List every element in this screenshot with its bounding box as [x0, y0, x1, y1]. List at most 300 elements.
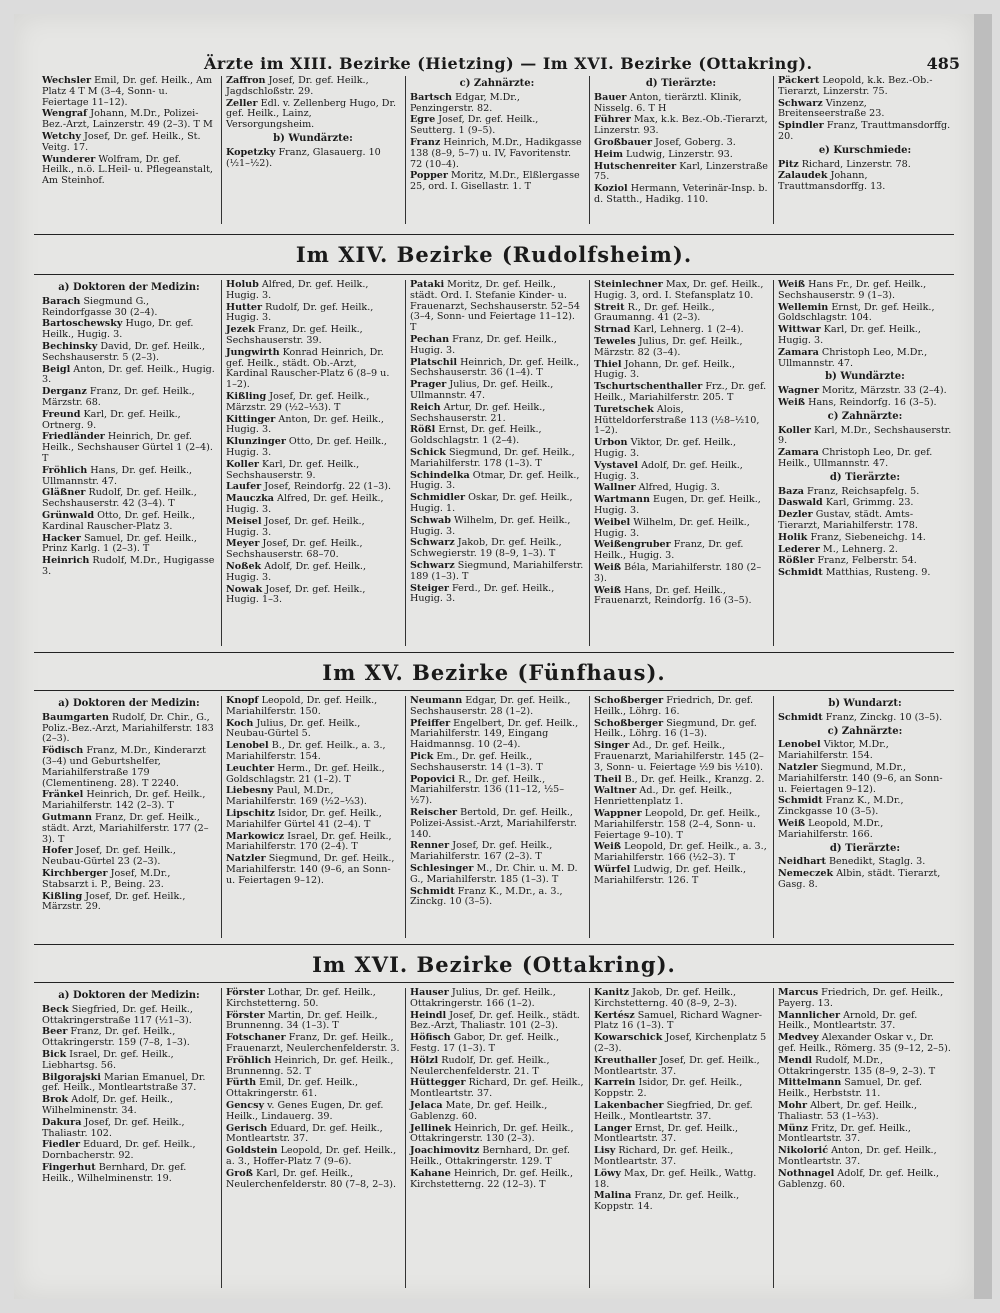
directory-entry [410, 1146, 584, 1168]
entry-details: Bertold, Dr. gef. Heilk., Polizei-Assist.-Arzt, Mariahilferstr. 140. [410, 806, 577, 840]
entry-surname: Singer [594, 740, 630, 752]
entry-surname: Förster [226, 1009, 265, 1021]
entry-surname: Mannlicher [778, 1009, 841, 1021]
entry-details: Anton, Dr. gef. Heilk., Montleartstr. 37. [778, 1145, 937, 1167]
listing-column [42, 988, 216, 1186]
entry-surname: Weiß [778, 279, 806, 290]
directory-entry [594, 1169, 768, 1191]
directory-entry [594, 809, 768, 841]
column-separator [405, 280, 406, 646]
entry-details: Benedikt, Staglg. 3. [825, 856, 926, 868]
entry-details: Samuel, Richard Wagner-Platz 16 (1–3). T [594, 1009, 763, 1032]
directory-entry [594, 162, 768, 184]
entry-surname: Schick [410, 446, 446, 458]
entry-surname: Reischer [410, 806, 458, 818]
entry-surname: Barach [42, 295, 81, 307]
directory-entry [594, 461, 768, 483]
directory-entry [594, 786, 768, 808]
entry-surname: Lakenbacher [594, 1099, 664, 1111]
entry-details: Anton, tierärztl. Klinik, Nisselg. 6. T H [594, 91, 742, 114]
entry-details: Leopold, M.Dr., Mariahilferstr. 166. [778, 817, 884, 840]
entry-surname: Daswald [778, 497, 823, 509]
entry-surname: Egre [410, 114, 436, 126]
entry-details: Siegfried, Dr. gef. Heilk., Ottakringerstraße 117 (½1–3). [42, 1003, 193, 1026]
listing-column [226, 988, 400, 1191]
entry-details: Leopold, Dr. gef. Heilk., Mariahilferstr. 158 (2–4, Sonn- u. Feiertage 9–10). T [594, 807, 761, 841]
directory-entry [226, 494, 400, 516]
entry-surname: Kreuthaller [594, 1054, 657, 1066]
entry-details: Ludwig, Dr. gef. Heilk., Mariahilferstr. 126. T [594, 863, 747, 886]
directory-entry [226, 482, 400, 493]
entry-details: Franz, Dr. gef. Heilk., Frauenarzt, Neulerchenfelderstr. 3. [226, 1032, 400, 1054]
entry-details: Franz K., M.Dr., Zinckgasse 10 (3–5). [778, 795, 904, 818]
entry-details: Rudolf, Dr. Chir., G., Poliz.-Bez.-Arzt, Mariahilferstr. 183 (2–3). [42, 711, 214, 745]
entry-surname: Vystavel [594, 459, 639, 471]
entry-surname: Koller [226, 458, 259, 470]
entry-surname: Lenobel [226, 740, 269, 752]
directory-entry [778, 280, 952, 302]
directory-entry [226, 719, 400, 741]
entry-details: Jakob, Dr. gef. Heilk., Kirchstetterng. 40 (8–9, 2–3). [594, 987, 738, 1009]
entry-surname: Heinrich [42, 555, 90, 567]
entry-details: Franz, Glasauerg. 10 (½1–½2). [226, 146, 381, 169]
directory-entry [778, 1056, 952, 1078]
directory-entry [778, 1101, 952, 1123]
directory-entry [410, 138, 584, 170]
directory-entry [594, 719, 768, 741]
directory-entry [410, 380, 584, 402]
entry-surname: Schmidt [778, 711, 823, 723]
entry-details: Franz, Trauttmansdorffg. 20. [778, 120, 951, 142]
entry-details: v. Genes Eugen, Dr. gef. Heilk., Lindauerg. 39. [226, 1099, 384, 1122]
entry-surname: Weiß [778, 396, 806, 408]
entry-details: Josef, Dr. gef. Heilk., Seutterg. 1 (9–5). [410, 114, 539, 137]
directory-entry [594, 325, 768, 336]
entry-details: Wolfram, Dr. gef. Heilk., n.ö. L.Heil- u. Pflegeanstalt, Am Steinhof. [42, 153, 213, 187]
entry-details: Rudolf, M.Dr., Hugigasse 3. [42, 555, 215, 577]
directory-entry [226, 764, 400, 786]
entry-details: Karl, Grimmg. 23. [822, 497, 914, 509]
directory-entry [594, 842, 768, 864]
entry-surname: Malina [594, 1190, 632, 1202]
directory-entry [410, 808, 584, 840]
directory-entry [42, 846, 216, 868]
entry-surname: Wartmann [594, 494, 650, 506]
entry-surname: Knopf [226, 695, 259, 706]
entry-details: Josef, Dr. gef. Heilk., Thaliastr. 102. [42, 1116, 185, 1139]
entry-surname: Holub [226, 279, 259, 290]
directory-entry [594, 518, 768, 540]
entry-details: Ad., Dr. gef. Heilk., Frauenarzt, Mariahilferstr. 145 (2–3, Sonn- u. Feiertage ½9 bis ½10). [594, 740, 764, 773]
entry-surname: Münz [778, 1122, 809, 1134]
entry-surname: Nikolorić [778, 1145, 829, 1157]
directory-entry [778, 160, 952, 171]
entry-details: Christoph Leo, M.Dr., Ullmannstr. 47. [778, 346, 928, 369]
entry-surname: Großbauer [594, 136, 652, 148]
directory-entry [594, 438, 768, 460]
entry-details: Vinzenz, Breitenseerstraße 23. [778, 97, 885, 120]
entry-surname: Klunzinger [226, 436, 286, 448]
entry-details: Hans, Reindorfg. 16 (3–5). [805, 396, 937, 408]
entry-details: Heinrich, Dr. gef. Heilk., Mariahilferstr. 142 (2–3). T [42, 789, 206, 812]
directory-entry [410, 719, 584, 751]
listing-column [594, 696, 768, 888]
directory-entry [594, 1078, 768, 1100]
directory-entry [778, 171, 952, 193]
directory-entry [42, 297, 216, 319]
entry-details: Josef, Dr. gef. Heilk., Jagdschloßstr. 29. [226, 75, 369, 97]
directory-entry [226, 517, 400, 539]
entry-details: Wilhelm, Dr. gef. Heilk., Hugig. 3. [410, 514, 571, 537]
entry-details: Emil, Dr. gef. Heilk., Ottakringerstr. 61. [226, 1077, 359, 1100]
directory-entry [410, 403, 584, 425]
entry-surname: Hüttegger [410, 1077, 466, 1089]
entry-surname: Lederer [778, 543, 820, 555]
entry-surname: Kowarschick [594, 1032, 663, 1044]
entry-details: M., Dr. Chir. u. M. D. G., Mariahilferstr. 185 (1–3). T [410, 862, 578, 885]
entry-details: Heinrich, Dr. gef. Heilk., Sechshauserstr. 36 (1–4). T [410, 356, 580, 379]
section-divider [34, 652, 954, 653]
entry-surname: Wechsler [42, 75, 92, 86]
entry-details: R., Dr. gef. Heilk., Mariahilferstr. 136 (11–12, ½5–½7). [410, 773, 565, 807]
directory-entry [778, 426, 952, 448]
entry-details: Ad., Dr. gef. Heilk., Henriettenplatz 1. [594, 785, 733, 808]
entry-surname: Zaffron [226, 75, 266, 86]
directory-entry [594, 1191, 768, 1213]
entry-surname: Schoßberger [594, 695, 664, 706]
directory-entry [42, 511, 216, 533]
entry-surname: Leuchter [226, 762, 275, 774]
entry-details: Franz, M.Dr., Kinderarzt (3–4) und Geburtshelfer, Mariahilferstraße 179 (Clementineng. 28). T 2240. [42, 745, 206, 789]
directory-entry [42, 76, 216, 108]
directory-entry [410, 493, 584, 515]
entry-details: Karl, Linzerstraße 75. [594, 160, 768, 183]
entry-details: Eduard, Dr. gef. Heilk., Dornbacherstr. 92. [42, 1139, 196, 1162]
entry-details: Otmar, Dr. gef. Heilk., Hugig. 3. [410, 469, 580, 492]
entry-details: Julius, Dr. gef. Heilk., Neubau-Gürtel 5. [226, 717, 361, 740]
entry-surname: Fröhlich [226, 1054, 272, 1066]
listing-column [226, 76, 400, 170]
entry-details: Bernhard, Dr. gef. Heilk., Ottakringerstr. 129. T [410, 1145, 570, 1167]
entry-details: Franz K., M.Dr., a. 3., Zinckg. 10 (3–5). [410, 885, 563, 908]
entry-surname: Hutschenreiter [594, 160, 677, 172]
category-heading: c) Zahnärzte: [827, 725, 903, 737]
directory-entry [410, 280, 584, 334]
directory-entry [778, 545, 952, 556]
entry-details: Viktor, Dr. gef. Heilk., Hugig. 3. [594, 437, 737, 459]
listing-column [226, 696, 400, 888]
column-separator [773, 76, 774, 224]
entry-surname: Bauer [594, 91, 627, 103]
directory-entry [226, 1078, 400, 1100]
entry-details: Wilhelm, Dr. gef. Heilk., Hugig. 3. [594, 516, 750, 539]
directory-entry [594, 115, 768, 137]
entry-surname: Schwab [410, 514, 451, 526]
category-heading: c) Zahnärzte: [459, 78, 535, 89]
entry-details: Anton, Dr. gef. Heilk., Hugig. 3. [42, 363, 215, 386]
entry-surname: Päckert [778, 75, 820, 86]
entry-details: Adolf, Dr. gef. Heilk., Hugig. 3. [226, 560, 367, 583]
entry-details: B., Dr. gef. Heilk., a. 3., Mariahilferstr. 154. [226, 740, 386, 762]
entry-surname: Freund [42, 408, 81, 420]
directory-entry [42, 1050, 216, 1072]
entry-details: Karl, Lehnerg. 1 (2–4). [630, 324, 744, 336]
entry-details: Josef, Dr. gef. Heilk., städt. Bez.-Arzt, Thaliastr. 101 (2–3). [410, 1009, 580, 1032]
entry-surname: Platschil [410, 356, 458, 368]
entry-surname: Turetschek [594, 403, 654, 415]
entry-surname: Mauczka [226, 493, 274, 505]
directory-entry [778, 1011, 952, 1033]
directory-entry [778, 1169, 952, 1191]
directory-entry [226, 303, 400, 325]
directory-entry [226, 696, 400, 718]
entry-surname: Beigl [42, 363, 71, 375]
entry-details: Arnold, Dr. gef. Heilk., Montleartstr. 37. [778, 1009, 918, 1032]
entry-details: Albert, Dr. gef. Heilk., Thaliastr. 53 (1–⅓3). [778, 1099, 918, 1122]
directory-entry [410, 1011, 584, 1033]
district-16-listing [42, 988, 952, 1288]
entry-surname: Wetchy [42, 130, 81, 142]
directory-entry [410, 1056, 584, 1078]
directory-entry [778, 325, 952, 347]
directory-entry [594, 184, 768, 206]
entry-details: Heinrich, Dr. gef. Heilk., Brunnenng. 52. T [226, 1054, 394, 1077]
entry-surname: Joachimovitz [410, 1145, 480, 1157]
directory-entry [226, 539, 400, 561]
category-heading: d) Tierärzte: [645, 78, 717, 89]
entry-surname: Gencsy [226, 1099, 265, 1111]
directory-entry [42, 1118, 216, 1140]
directory-entry [594, 775, 768, 786]
directory-page [14, 14, 992, 1299]
entry-details: Heinrich, Dr. gef. Heilk., Kirchstetterng. 22 (12–3). T [410, 1167, 574, 1190]
directory-entry [42, 813, 216, 845]
entry-details: Josef, Dr. gef. Heilk., Hugig. 1–3. [226, 583, 366, 606]
entry-surname: Wappner [594, 807, 642, 819]
entry-details: Adolf, Dr. gef. Heilk., Wilhelminenstr. 34. [42, 1094, 174, 1116]
directory-entry [594, 586, 768, 608]
entry-details: Richard, Dr. gef. Heilk., Montleartstr. 37. [594, 1145, 734, 1167]
column-separator [589, 696, 590, 938]
entry-details: Johann, Dr. gef. Heilk., Hugig. 3. [594, 358, 736, 381]
entry-surname: Baumgarten [42, 711, 109, 723]
entry-details: Ernst, Dr. gef. Heilk., Goldschlagstr. 1 (2–4). [410, 424, 542, 447]
entry-surname: Weiß [594, 841, 622, 853]
directory-entry [42, 1027, 216, 1049]
entry-surname: Weiß [594, 584, 622, 596]
entry-details: Franz, Dr. gef. Heilk., Hugig. 3. [594, 539, 744, 562]
directory-entry [594, 495, 768, 517]
entry-surname: Kertész [594, 1009, 635, 1021]
entry-details: Hugo, Dr. gef. Heilk., Hugig. 3. [42, 318, 194, 341]
entry-details: Siegfried, Dr. gef. Heilk., Montleartstr. 37. [594, 1099, 753, 1122]
entry-surname: Rößler [778, 555, 815, 567]
directory-entry [42, 132, 216, 154]
directory-entry [778, 498, 952, 509]
directory-entry [226, 809, 400, 831]
listing-column [594, 988, 768, 1214]
entry-details: Franz, Dr. gef. Heilk., Sechshauserstr. 39. [226, 324, 363, 346]
entry-surname: Meisel [226, 515, 262, 527]
column-separator [221, 988, 222, 1288]
entry-surname: Fürth [226, 1077, 257, 1089]
entry-details: Ernst, Dr. gef. Heilk., Montleartstr. 37. [594, 1122, 739, 1145]
entry-surname: Brok [42, 1094, 69, 1106]
directory-entry [226, 325, 400, 347]
entry-details: Samuel, Dr. gef. Heilk., Herbststr. 11. [778, 1077, 923, 1100]
directory-entry [42, 387, 216, 409]
entry-surname: Heindl [410, 1009, 447, 1021]
entry-surname: Wittwar [778, 324, 821, 336]
section-divider [34, 234, 954, 235]
entry-surname: Neumann [410, 695, 463, 706]
entry-details: Gabor, Dr. gef. Heilk., Festg. 17 (1–3). T [410, 1032, 560, 1054]
entry-details: Moritz, Märzstr. 33 (2–4). [819, 385, 947, 397]
directory-entry [226, 562, 400, 584]
category-heading: b) Wundärzte: [825, 371, 905, 383]
directory-entry [226, 392, 400, 414]
section-divider [34, 944, 954, 945]
entry-details: Alexander Oskar v., Dr. gef. Heilk., Römerg. 35 (9–12, 2–5). [778, 1032, 951, 1054]
entry-details: Karl, Dr. gef. Heilk., Neulerchenfelderstr. 80 (7–8, 2–3). [226, 1167, 397, 1190]
entry-details: Otto, Dr. gef. Heilk., Hugig. 3. [226, 436, 387, 458]
entry-details: Leopold, Dr. gef. Heilk., a. 3., Mariahilferstr. 166 (½2–3). T [594, 841, 767, 864]
entry-surname: Kopetzky [226, 146, 276, 158]
directory-entry [42, 869, 216, 891]
entry-details: Hans Fr., Dr. gef. Heilk., Sechshauserstr. 9 (1–3). [778, 279, 927, 301]
listing-column [410, 696, 584, 909]
entry-surname: Derganz [42, 386, 87, 398]
category-heading: a) Doktoren der Medizin: [58, 990, 200, 1001]
entry-surname: Rößl [410, 424, 436, 436]
listing-column [778, 696, 952, 892]
directory-entry [226, 1146, 400, 1168]
entry-details: Israel, Dr. gef. Heilk., Mariahilferstr. 170 (2–4). T [226, 830, 392, 853]
entry-details: Jakob, Dr. gef. Heilk., Schwegierstr. 19 (8–9, 1–3). T [410, 537, 562, 560]
directory-entry [410, 471, 584, 493]
entry-surname: Reich [410, 401, 441, 413]
directory-entry [778, 796, 952, 818]
entry-surname: Fiedler [42, 1139, 81, 1151]
entry-surname: Fingerhut [42, 1161, 96, 1173]
entry-surname: Zamara [778, 447, 819, 459]
entry-details: Franz, Siebeneichg. 14. [807, 531, 926, 543]
directory-entry [226, 1056, 400, 1078]
entry-surname: Bilgorajski [42, 1071, 101, 1083]
listing-column [594, 76, 768, 207]
directory-entry [410, 171, 584, 193]
district-15-listing [42, 696, 952, 938]
directory-entry [778, 1033, 952, 1055]
entry-surname: Schwarz [778, 97, 823, 109]
directory-entry [226, 415, 400, 437]
entry-surname: Mittelmann [778, 1077, 842, 1089]
entry-details: Adolf, Dr. gef. Heilk., Gablenzg. 60. [778, 1167, 940, 1190]
column-separator [221, 76, 222, 224]
directory-entry [42, 488, 216, 510]
entry-details: Franz, Zinckg. 10 (3–5). [822, 711, 943, 723]
entry-surname: Bechinsky [42, 340, 98, 352]
entry-details: Hans, Dr. gef. Heilk., Frauenarzt, Reindorfg. 16 (3–5). [594, 584, 752, 607]
entry-details: Samuel, Dr. gef. Heilk., Prinz Karlg. 1 (2–3). T [42, 532, 197, 555]
entry-details: Franz, Dr. gef. Heilk., Märzstr. 68. [42, 386, 195, 408]
entry-details: Julius, Dr. gef. Heilk., Märzstr. 82 (3–4). [594, 335, 743, 358]
entry-details: Eduard, Dr. gef. Heilk., Montleartstr. 37. [226, 1122, 383, 1145]
entry-details: Julius, Dr. gef. Heilk., Ullmannstr. 47. [410, 379, 554, 401]
entry-surname: Natzler [778, 761, 818, 773]
column-separator [589, 280, 590, 646]
entry-surname: Dezler [778, 509, 813, 521]
entry-details: Anton, Dr. gef. Heilk., Hugig. 3. [226, 413, 384, 436]
directory-entry [594, 696, 768, 718]
directory-entry [410, 115, 584, 137]
entry-surname: Schlesinger [410, 862, 474, 874]
entry-details: Béla, Mariahilferstr. 180 (2–3). [594, 561, 762, 584]
entry-surname: Zeller [226, 97, 258, 109]
section-divider [34, 274, 954, 275]
entry-details: Josef, Dr. gef. Heilk., Märzstr. 29. [42, 890, 186, 913]
entry-surname: Zalaudek [778, 170, 828, 182]
entry-details: Albin, städt. Tierarzt, Gasg. 8. [778, 868, 941, 890]
entry-details: Paul, M.Dr., Mariahilferstr. 169 (½2–⅓3). [226, 785, 367, 808]
entry-surname: Koziol [594, 183, 628, 195]
entry-details: Franz, Felberstr. 54. [814, 555, 917, 567]
entry-surname: Lipschitz [226, 807, 275, 819]
entry-surname: Heim [594, 148, 623, 160]
directory-entry [778, 510, 952, 532]
entry-details: B., Dr. gef. Heilk., Kranzg. 2. [621, 773, 765, 785]
entry-details: Siegmund, Dr. gef. Heilk., Mariahilferstr. 178 (1–3). T [410, 446, 575, 469]
directory-entry [778, 869, 952, 891]
directory-entry [42, 1140, 216, 1162]
entry-details: Hans, Dr. gef. Heilk., Ullmannstr. 47. [42, 464, 193, 487]
directory-entry [778, 487, 952, 498]
column-separator [405, 988, 406, 1288]
directory-entry [778, 303, 952, 325]
category-heading: b) Wundarzt: [828, 698, 902, 709]
directory-entry [226, 460, 400, 482]
directory-entry [226, 1101, 400, 1123]
entry-surname: Weibel [594, 516, 631, 528]
entry-details: Friedrich, Dr. gef. Heilk., Payerg. 13. [778, 987, 944, 1009]
entry-details: Ernst, Dr. gef. Heilk., Goldschlagstr. 104. [778, 301, 935, 324]
entry-details: Karl, Dr. gef. Heilk., Ortnerg. 9. [42, 408, 181, 431]
entry-details: Alfred, Dr. gef. Heilk., Hugig. 3. [226, 279, 369, 301]
directory-entry [778, 448, 952, 470]
entry-surname: Fröhlich [42, 464, 88, 476]
directory-entry [594, 405, 768, 437]
entry-details: David, Dr. gef. Heilk., Sechshauserstr. 5 (2–3). [42, 340, 206, 363]
entry-surname: Schindelka [410, 469, 470, 481]
entry-surname: Beck [42, 1003, 69, 1015]
listing-column [226, 280, 400, 607]
directory-entry [226, 1011, 400, 1033]
entry-details: Julius, Dr. gef. Heilk., Ottakringerstr. 166 (1–2). [410, 987, 556, 1009]
entry-details: Heinrich, M.Dr., Hadikgasse 138 (8–9, 5–7) u. IV, Favoritenstr. 72 (10–4). [410, 136, 582, 170]
directory-entry [778, 1146, 952, 1168]
entry-details: Josef, Kirchenplatz 5 (2–3). [594, 1032, 767, 1054]
entry-details: Matthias, Rusteng. 9. [822, 567, 931, 579]
directory-entry [42, 410, 216, 432]
entry-details: Rudolf, Dr. gef. Heilk., Sechshauserstr. 42 (3–4). T [42, 487, 197, 510]
entry-details: Josef, M.Dr., Stabsarzt i. P., Being. 23. [42, 867, 171, 890]
entry-details: Siegmund, Dr. gef. Heilk., Löhrg. 16 (1–3). [594, 717, 757, 740]
directory-entry [778, 857, 952, 868]
entry-surname: Fränkel [42, 789, 84, 801]
entry-surname: Bartoschewsky [42, 318, 123, 330]
entry-surname: Jungwirth [226, 346, 280, 358]
entry-details: M., Lehnerg. 2. [819, 543, 898, 555]
